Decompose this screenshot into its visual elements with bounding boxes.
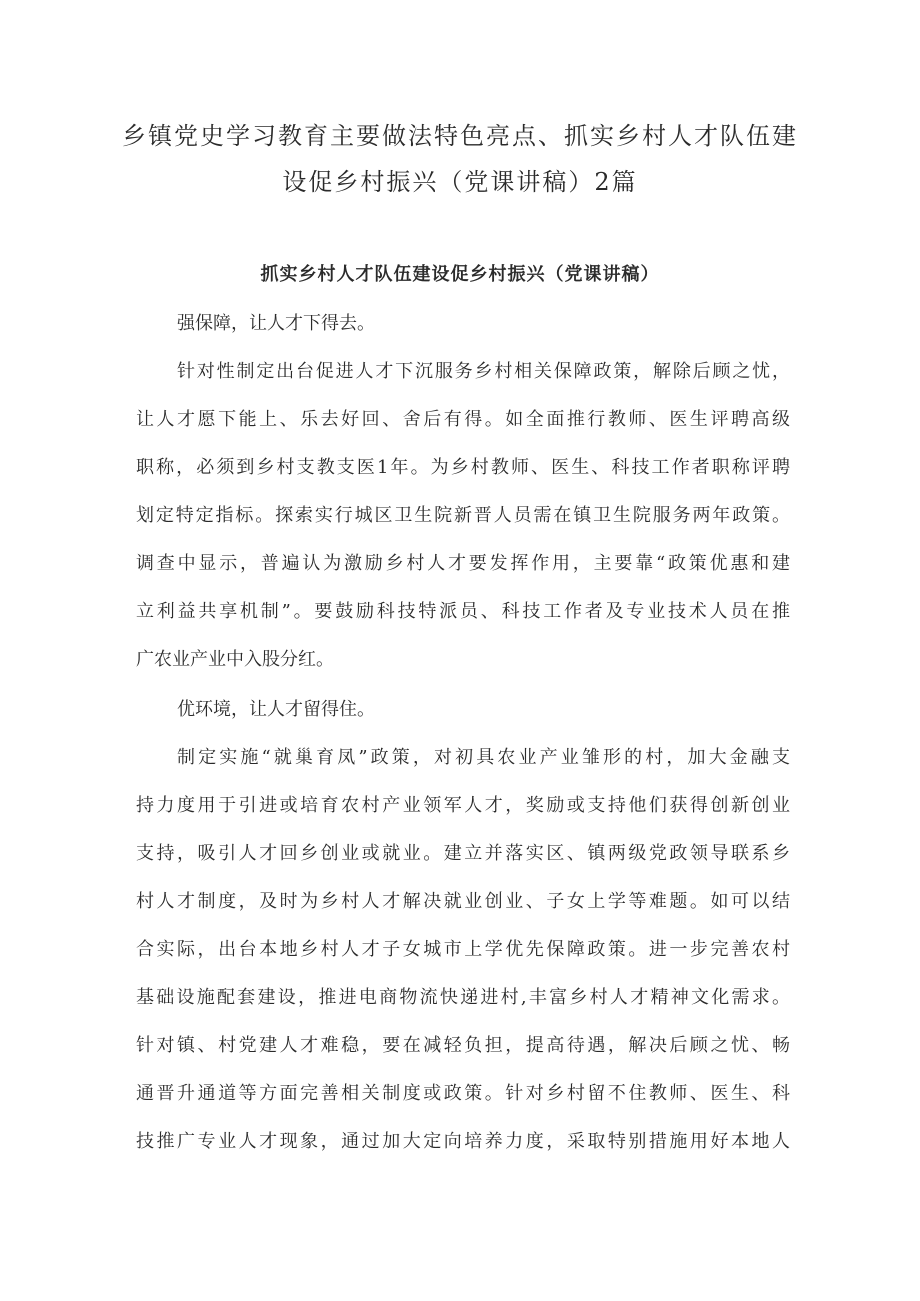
text-line: 立利益共享机制”。要鼓励科技特派员、科技工作者及专业技术人员在推 <box>136 601 790 622</box>
text-line: 村人才制度，及时为乡村人才解决就业创业、子女上学等难题。如可以结 <box>136 891 790 912</box>
text-line: 持力度用于引进或培育农村产业领军人才，奖励或支持他们获得创新创业 <box>136 795 790 816</box>
text-line: 合实际，出台本地乡村人才子女城市上学优先保障政策。进一步完善农村 <box>136 939 790 960</box>
document-title-line-2: 设促乡村振兴（党课讲稿）2篇 <box>282 168 638 196</box>
text-line: 支持，吸引人才回乡创业或就业。建立并落实区、镇两级党政领导联系乡 <box>136 843 790 864</box>
text-line: 通晋升通道等方面完善相关制度或政策。针对乡村留不住教师、医生、科 <box>136 1083 790 1104</box>
paragraph-heading: 优环境，让人才留得住。 <box>177 699 375 720</box>
text-line: 制定实施“就巢育凤”政策，对初具农业产业雏形的村，加大金融支 <box>177 747 790 768</box>
text-line: 技推广专业人才现象，通过加大定向培养力度，采取特别措施用好本地人 <box>136 1131 790 1152</box>
text-line: 广农业产业中入股分红。 <box>136 649 334 670</box>
text-line: 基础设施配套建设，推进电商物流快递进村,丰富乡村人才精神文化需求。 <box>136 987 790 1008</box>
paragraph-heading: 强保障，让人才下得去。 <box>177 313 375 334</box>
text-line: 针对性制定出台促进人才下沉服务乡村相关保障政策，解除后顾之忧， <box>177 361 790 382</box>
text-line: 划定特定指标。探索实行城区卫生院新晋人员需在镇卫生院服务两年政策。 <box>136 505 790 526</box>
section-title: 抓实乡村人才队伍建设促乡村振兴（党课讲稿） <box>260 264 660 285</box>
text-line: 让人才愿下能上、乐去好回、舍后有得。如全面推行教师、医生评聘高级 <box>136 409 790 430</box>
text-line: 职称，必须到乡村支教支医1年。为乡村教师、医生、科技工作者职称评聘 <box>136 457 790 478</box>
text-line: 针对镇、村党建人才难稳，要在减轻负担，提高待遇，解决后顾之忧、畅 <box>136 1035 790 1056</box>
text-line: 调查中显示，普遍认为激励乡村人才要发挥作用，主要靠“政策优惠和建 <box>136 553 790 574</box>
document-title-line-1: 乡镇党史学习教育主要做法特色亮点、抓实乡村人才队伍建 <box>122 122 798 150</box>
